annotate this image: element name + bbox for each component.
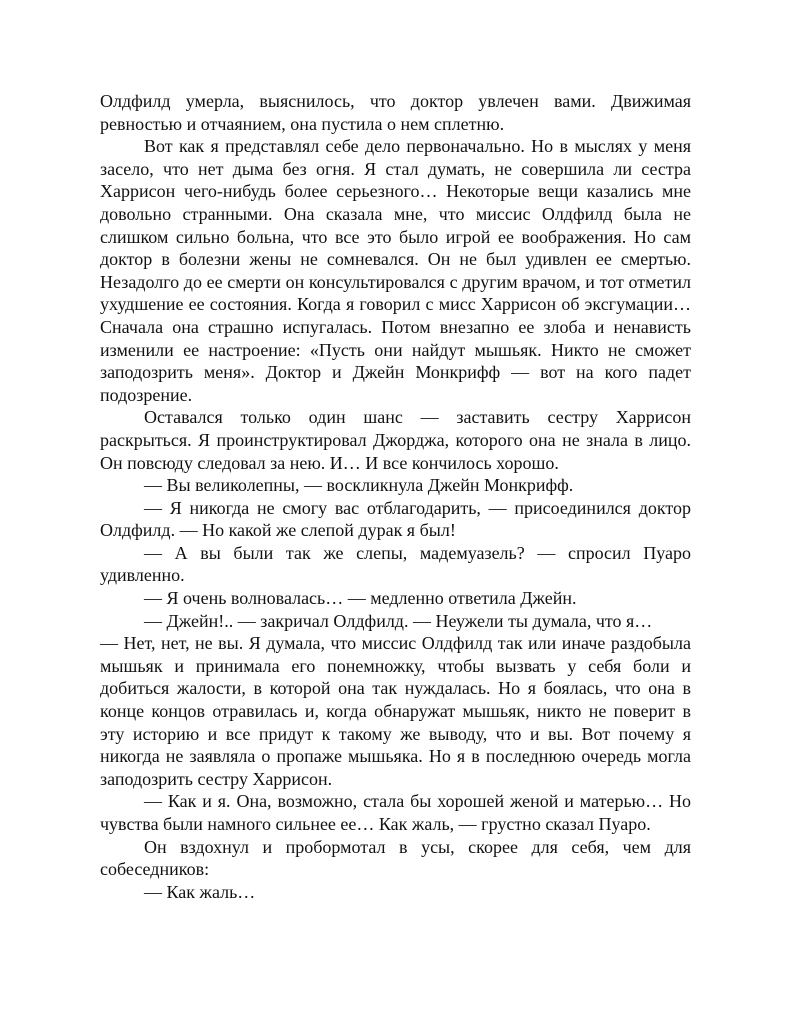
paragraph-5: — Я никогда не смогу вас отблагодарить, — присоединился доктор Олдфилд. — Но какой же слепой дурак я был! — [100, 497, 691, 541]
paragraph-9: — Нет, нет, не вы. Я думала, что миссис Олдфилд так или иначе раздобыла мышьяк и принимала его понемножку, чтобы вызвать у себя боли и добиться жалости, в которой она так нуждалась. Но я боялась, что она в конце концов отравилась и, когда обнаружат мышьяк, никто не поверит в эту историю и все придут к такому же выводу, что и вы. Вот почему я никогда не заявляла о пропаже мышьяка. Но я в последнюю очередь могла заподозрить сестру Харрисон. — [100, 633, 691, 789]
paragraph-7: — Я очень волновалась… — медленно ответила Джейн. — [144, 588, 577, 609]
paragraph-6: — А вы были так же слепы, мадемуазель? — спросил Пуаро удивленно. — [100, 542, 691, 586]
document-page — [100, 90, 691, 903]
paragraph-8: — Джейн!.. — закричал Олдфилд. — Неужели ты думала, что я… — [144, 610, 653, 631]
paragraph-12: — Как жаль… — [144, 881, 256, 902]
paragraph-4: — Вы великолепны, — воскликнула Джейн Монкрифф. — [144, 475, 574, 496]
paragraph-11: Он вздохнул и пробормотал в усы, скорее для себя, чем для собеседников: — [100, 836, 691, 880]
paragraph-2: Вот как я представлял себе дело первоначально. Но в мыслях у меня засело, что нет дыма без огня. Я стал думать, не совершила ли сестра Харрисон чего-нибудь более серьезного… Некоторые вещи казались мне довольно странными. Она сказала мне, что миссис Олдфилд была не слишком сильно больна, что все это было игрой ее воображения. Но сам доктор в болезни жены не сомневался. Он не был удивлен ее смертью. Незадолго до ее смерти он консультировался с другим врачом, и тот отметил ухудшение ее состояния. Когда я говорил с мисс Харрисон об эксгумации… Сначала она страшно испугалась. Потом внезапно ее злоба и ненависть изменили ее настроение: «Пусть они найдут мышьяк. Никто не сможет заподозрить меня». Доктор и Джейн Монкрифф — вот на кого падет подозрение. — [100, 136, 691, 405]
paragraph-3: Оставался только один шанс — заставить сестру Харрисон раскрыться. Я проинструктировал Джорджа, которого она не знала в лицо. Он повсюду следовал за нею. И… И все кончилось хорошо. — [100, 407, 691, 473]
paragraph-1: Олдфилд умерла, выяснилось, что доктор увлечен вами. Движимая ревностью и отчаянием, она пустила о нем сплетню. — [100, 91, 691, 134]
paragraph-10: — Как и я. Она, возможно, стала бы хорошей женой и матерью… Но чувства были намного сильнее ее… Как жаль, — грустно сказал Пуаро. — [100, 791, 691, 834]
